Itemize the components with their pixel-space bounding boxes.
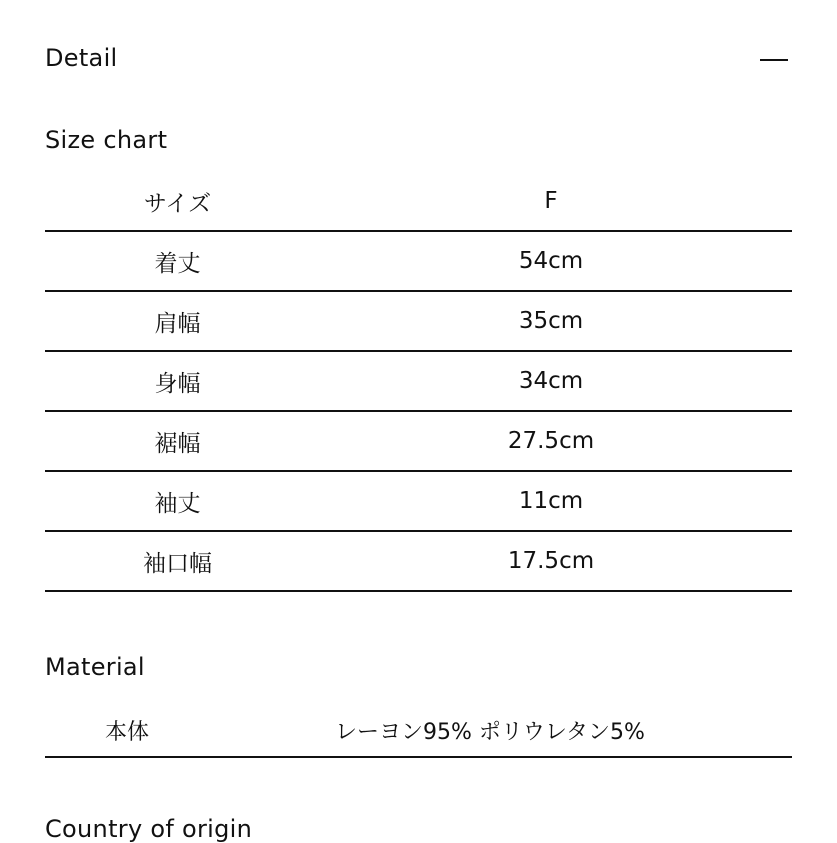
measurement-label: 裾幅 [45,411,310,471]
measurement-value: 17.5cm [310,531,792,591]
table-row [45,411,792,471]
size-chart-table [45,172,792,592]
detail-title: Detail [45,44,118,72]
measurement-value: 34cm [310,351,792,411]
detail-section-header[interactable] [45,40,792,80]
measurement-value: 27.5cm [310,411,792,471]
material-row [45,698,792,758]
measurement-value: 54cm [310,231,792,291]
minus-icon [760,59,788,61]
size-header-value: F [544,188,558,214]
country-of-origin-title: Country of origin [45,815,253,843]
table-row [45,531,792,591]
material-value: レーヨン95% ポリウレタン5% [335,720,645,745]
size-chart-title: Size chart [45,126,168,154]
material-title: Material [45,653,145,681]
material-label: 本体 [105,720,150,745]
measurement-value: 11cm [310,471,792,531]
size-chart-header-row [45,172,792,231]
size-header-label: サイズ [143,190,212,217]
measurement-value: 35cm [310,291,792,351]
measurement-label: 肩幅 [45,291,310,351]
table-row [45,291,792,351]
collapse-button[interactable] [760,48,790,72]
measurement-label: 袖丈 [45,471,310,531]
table-row [45,351,792,411]
table-row [45,471,792,531]
table-row [45,231,792,291]
measurement-label: 袖口幅 [45,531,310,591]
measurement-label: 身幅 [45,351,310,411]
measurement-label: 着丈 [45,231,310,291]
